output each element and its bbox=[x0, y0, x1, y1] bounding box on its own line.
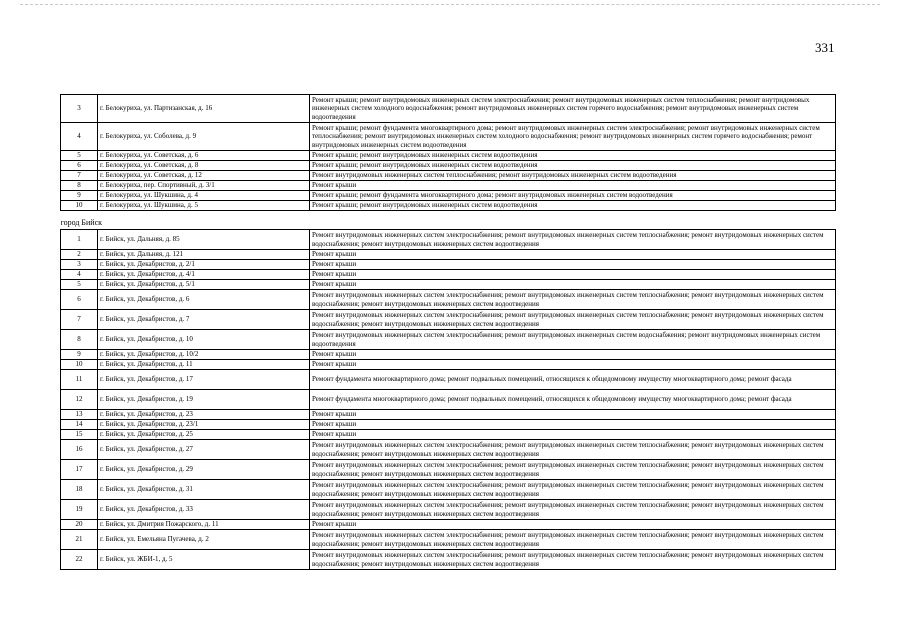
works-cell: Ремонт внутридомовых инженерных систем электроснабжения; ремонт внутридомовых инженерных систем теплоснабжения; ремонт внутридомовых инженерных систем водоснабжения; ремонт внутридомовых инженерных систем водоотведения bbox=[310, 230, 836, 250]
works-cell: Ремонт крыши; ремонт внутридомовых инженерных систем водоотведения bbox=[310, 151, 836, 161]
works-cell: Ремонт крыши bbox=[310, 520, 836, 530]
table-row bbox=[61, 500, 836, 520]
table-row bbox=[61, 430, 836, 440]
city-heading: город Бийск bbox=[60, 217, 103, 227]
row-number: 7 bbox=[61, 171, 98, 181]
works-cell: Ремонт крыши bbox=[310, 260, 836, 270]
row-number: 5 bbox=[61, 151, 98, 161]
table-row bbox=[61, 360, 836, 370]
table-row bbox=[61, 270, 836, 280]
row-number: 6 bbox=[61, 290, 98, 310]
address-cell: г. Бийск, ул. Декабристов, д. 19 bbox=[98, 390, 310, 410]
row-number: 9 bbox=[61, 191, 98, 201]
works-cell: Ремонт внутридомовых инженерных систем электроснабжения; ремонт внутридомовых инженерных систем теплоснабжения; ремонт внутридомовых инженерных систем водоснабжения; ремонт внутридомовых инженерных систем водоотведения bbox=[310, 550, 836, 570]
address-cell: г. Бийск, ул. Декабристов, д. 25 bbox=[98, 430, 310, 440]
row-number: 19 bbox=[61, 500, 98, 520]
table-row bbox=[61, 95, 836, 123]
works-cell: Ремонт внутридомовых инженерных систем электроснабжения; ремонт внутридомовых инженерных систем теплоснабжения; ремонт внутридомовых инженерных систем водоснабжения; ремонт внутридомовых инженерных систем водоотведения bbox=[310, 530, 836, 550]
works-cell: Ремонт внутридомовых инженерных систем электроснабжения; ремонт внутридомовых инженерных систем теплоснабжения; ремонт внутридомовых инженерных систем водоснабжения; ремонт внутридомовых инженерных систем водоотведения bbox=[310, 460, 836, 480]
address-cell: г. Бийск, ул. Декабристов, д. 23 bbox=[98, 410, 310, 420]
address-cell: г. Бийск, ул. Декабристов, д. 17 bbox=[98, 370, 310, 390]
repair-program-sheet bbox=[60, 94, 835, 570]
row-number: 2 bbox=[61, 250, 98, 260]
table-row bbox=[61, 171, 836, 181]
address-cell: г. Бийск, ул. Декабристов, д. 31 bbox=[98, 480, 310, 500]
address-cell: г. Бийск, ул. Емельяна Пугачева, д. 2 bbox=[98, 530, 310, 550]
works-cell: Ремонт крыши; ремонт внутридомовых инженерных систем электроснабжения; ремонт внутридомовых инженерных систем теплоснабжения; ремонт внутридомовых инженерных систем холодного водоснабжения; ремонт внутридомовых инженерных систем горячего водоснабжения; ремонт внутридомовых инженерных систем водоотведения bbox=[310, 95, 836, 123]
works-cell: Ремонт крыши; ремонт фундамента многоквартирного дома; ремонт внутридомовых инженерных систем водоотведения bbox=[310, 191, 836, 201]
table-row bbox=[61, 520, 836, 530]
table-row bbox=[61, 410, 836, 420]
address-cell: г. Бийск, ул. Декабристов, д. 2/1 bbox=[98, 260, 310, 270]
address-cell: г. Бийск, ул. Декабристов, д. 29 bbox=[98, 460, 310, 480]
table-row bbox=[61, 123, 836, 151]
address-cell: г. Бийск, ул. Дальняя, д. 121 bbox=[98, 250, 310, 260]
works-cell: Ремонт внутридомовых инженерных систем электроснабжения; ремонт внутридомовых инженерных систем теплоснабжения; ремонт внутридомовых инженерных систем водоснабжения; ремонт внутридомовых инженерных систем водоотведения bbox=[310, 310, 836, 330]
row-number: 1 bbox=[61, 230, 98, 250]
works-cell: Ремонт крыши bbox=[310, 420, 836, 430]
row-number: 10 bbox=[61, 201, 98, 211]
works-cell: Ремонт крыши bbox=[310, 410, 836, 420]
works-cell: Ремонт внутридомовых инженерных систем электроснабжения; ремонт внутридомовых инженерных систем теплоснабжения; ремонт внутридомовых инженерных систем водоснабжения; ремонт внутридомовых инженерных систем водоотведения bbox=[310, 480, 836, 500]
row-number: 17 bbox=[61, 460, 98, 480]
address-cell: г. Белокуриха, ул. Советская, д. 6 bbox=[98, 151, 310, 161]
table-row bbox=[61, 370, 836, 390]
works-cell: Ремонт крыши bbox=[310, 350, 836, 360]
address-cell: г. Бийск, ул. Декабристов, д. 10 bbox=[98, 330, 310, 350]
row-number: 22 bbox=[61, 550, 98, 570]
address-cell: г. Белокуриха, ул. Советская, д. 12 bbox=[98, 171, 310, 181]
row-number: 8 bbox=[61, 181, 98, 191]
city-heading-row bbox=[61, 211, 836, 230]
table-row bbox=[61, 280, 836, 290]
table-row bbox=[61, 181, 836, 191]
table-row bbox=[61, 330, 836, 350]
row-number: 10 bbox=[61, 360, 98, 370]
works-cell: Ремонт внутридомовых инженерных систем электроснабжения; ремонт внутридомовых инженерных систем теплоснабжения; ремонт внутридомовых инженерных систем водоснабжения; ремонт внутридомовых инженерных систем водоотведения bbox=[310, 500, 836, 520]
address-cell: г. Белокуриха, ул. Советская, д. 8 bbox=[98, 161, 310, 171]
row-number: 20 bbox=[61, 520, 98, 530]
address-cell: г. Бийск, ул. Декабристов, д. 6 bbox=[98, 290, 310, 310]
works-cell: Ремонт внутридомовых инженерных систем электроснабжения; ремонт внутридомовых инженерных систем теплоснабжения; ремонт внутридомовых инженерных систем водоснабжения; ремонт внутридомовых инженерных систем водоотведения bbox=[310, 290, 836, 310]
works-cell: Ремонт крыши bbox=[310, 360, 836, 370]
table-row bbox=[61, 530, 836, 550]
works-cell: Ремонт крыши bbox=[310, 270, 836, 280]
row-number: 16 bbox=[61, 440, 98, 460]
row-number: 3 bbox=[61, 260, 98, 270]
address-cell: г. Белокуриха, ул. Шукшина, д. 4 bbox=[98, 191, 310, 201]
address-cell: г. Бийск, ул. ЖБИ-1, д. 5 bbox=[98, 550, 310, 570]
row-number: 14 bbox=[61, 420, 98, 430]
table-row bbox=[61, 230, 836, 250]
row-number: 21 bbox=[61, 530, 98, 550]
address-cell: г. Бийск, ул. Декабристов, д. 4/1 bbox=[98, 270, 310, 280]
address-cell: г. Белокуриха, пер. Спортивный, д. 3/1 bbox=[98, 181, 310, 191]
table-row bbox=[61, 310, 836, 330]
table-row bbox=[61, 161, 836, 171]
repair-table bbox=[60, 94, 836, 570]
row-number: 4 bbox=[61, 270, 98, 280]
works-cell: Ремонт крыши bbox=[310, 181, 836, 191]
address-cell: г. Бийск, ул. Дальняя, д. 85 bbox=[98, 230, 310, 250]
table-row bbox=[61, 350, 836, 360]
table-row bbox=[61, 250, 836, 260]
row-number: 9 bbox=[61, 350, 98, 360]
row-number: 12 bbox=[61, 390, 98, 410]
row-number: 3 bbox=[61, 95, 98, 123]
address-cell: г. Бийск, ул. Декабристов, д. 11 bbox=[98, 360, 310, 370]
table-row bbox=[61, 201, 836, 211]
row-number: 11 bbox=[61, 370, 98, 390]
works-cell: Ремонт крыши; ремонт фундамента многоквартирного дома; ремонт внутридомовых инженерных систем электроснабжения; ремонт внутридомовых инженерных систем теплоснабжения; ремонт внутридомовых инженерных систем холодного водоснабжения; ремонт внутридомовых инженерных систем горячего водоснабжения; ремонт внутридомовых инженерных систем водоотведения bbox=[310, 123, 836, 151]
row-number: 8 bbox=[61, 330, 98, 350]
works-cell: Ремонт внутридомовых инженерных систем электроснабжения; ремонт внутридомовых инженерных систем теплоснабжения; ремонт внутридомовых инженерных систем водоснабжения; ремонт внутридомовых инженерных систем водоотведения bbox=[310, 440, 836, 460]
works-cell: Ремонт внутридомовых инженерных систем теплоснабжения; ремонт внутридомовых инженерных систем водоотведения bbox=[310, 171, 836, 181]
table-row bbox=[61, 480, 836, 500]
works-cell: Ремонт крыши bbox=[310, 250, 836, 260]
repair-table-body bbox=[61, 95, 836, 570]
works-cell: Ремонт крыши; ремонт внутридомовых инженерных систем водоотведения bbox=[310, 201, 836, 211]
row-number: 5 bbox=[61, 280, 98, 290]
address-cell: г. Белокуриха, ул. Шукшина, д. 5 bbox=[98, 201, 310, 211]
table-row bbox=[61, 191, 836, 201]
address-cell: г. Бийск, ул. Декабристов, д. 5/1 bbox=[98, 280, 310, 290]
scan-edge bbox=[20, 4, 880, 7]
works-cell: Ремонт фундамента многоквартирного дома; ремонт подвальных помещений, относящихся к общедомовому имуществу многоквартирного дома; ремонт фасада bbox=[310, 390, 836, 410]
table-row bbox=[61, 550, 836, 570]
table-row bbox=[61, 440, 836, 460]
row-number: 6 bbox=[61, 161, 98, 171]
row-number: 4 bbox=[61, 123, 98, 151]
row-number: 13 bbox=[61, 410, 98, 420]
address-cell: г. Бийск, ул. Декабристов, д. 33 bbox=[98, 500, 310, 520]
works-cell: Ремонт внутридомовых инженерных систем электроснабжения; ремонт внутридомовых инженерных систем водоснабжения; ремонт внутридомовых инженерных систем водоотведения bbox=[310, 330, 836, 350]
address-cell: г. Бийск, ул. Дмитрия Пожарского, д. 11 bbox=[98, 520, 310, 530]
table-row bbox=[61, 390, 836, 410]
row-number: 18 bbox=[61, 480, 98, 500]
address-cell: г. Белокуриха, ул. Соболева, д. 9 bbox=[98, 123, 310, 151]
row-number: 7 bbox=[61, 310, 98, 330]
works-cell: Ремонт крыши bbox=[310, 430, 836, 440]
works-cell: Ремонт крыши bbox=[310, 280, 836, 290]
works-cell: Ремонт крыши; ремонт внутридомовых инженерных систем водоотведения bbox=[310, 161, 836, 171]
works-cell: Ремонт фундамента многоквартирного дома; ремонт подвальных помещений, относящихся к общедомовому имуществу многоквартирного дома; ремонт фасада bbox=[310, 370, 836, 390]
address-cell: г. Бийск, ул. Декабристов, д. 10/2 bbox=[98, 350, 310, 360]
table-row bbox=[61, 420, 836, 430]
table-row bbox=[61, 151, 836, 161]
table-row bbox=[61, 290, 836, 310]
page-number: 331 bbox=[815, 40, 835, 55]
address-cell: г. Белокуриха, ул. Партизанская, д. 16 bbox=[98, 95, 310, 123]
address-cell: г. Бийск, ул. Декабристов, д. 23/1 bbox=[98, 420, 310, 430]
table-row bbox=[61, 460, 836, 480]
table-row bbox=[61, 260, 836, 270]
row-number: 15 bbox=[61, 430, 98, 440]
address-cell: г. Бийск, ул. Декабристов, д. 27 bbox=[98, 440, 310, 460]
address-cell: г. Бийск, ул. Декабристов, д. 7 bbox=[98, 310, 310, 330]
